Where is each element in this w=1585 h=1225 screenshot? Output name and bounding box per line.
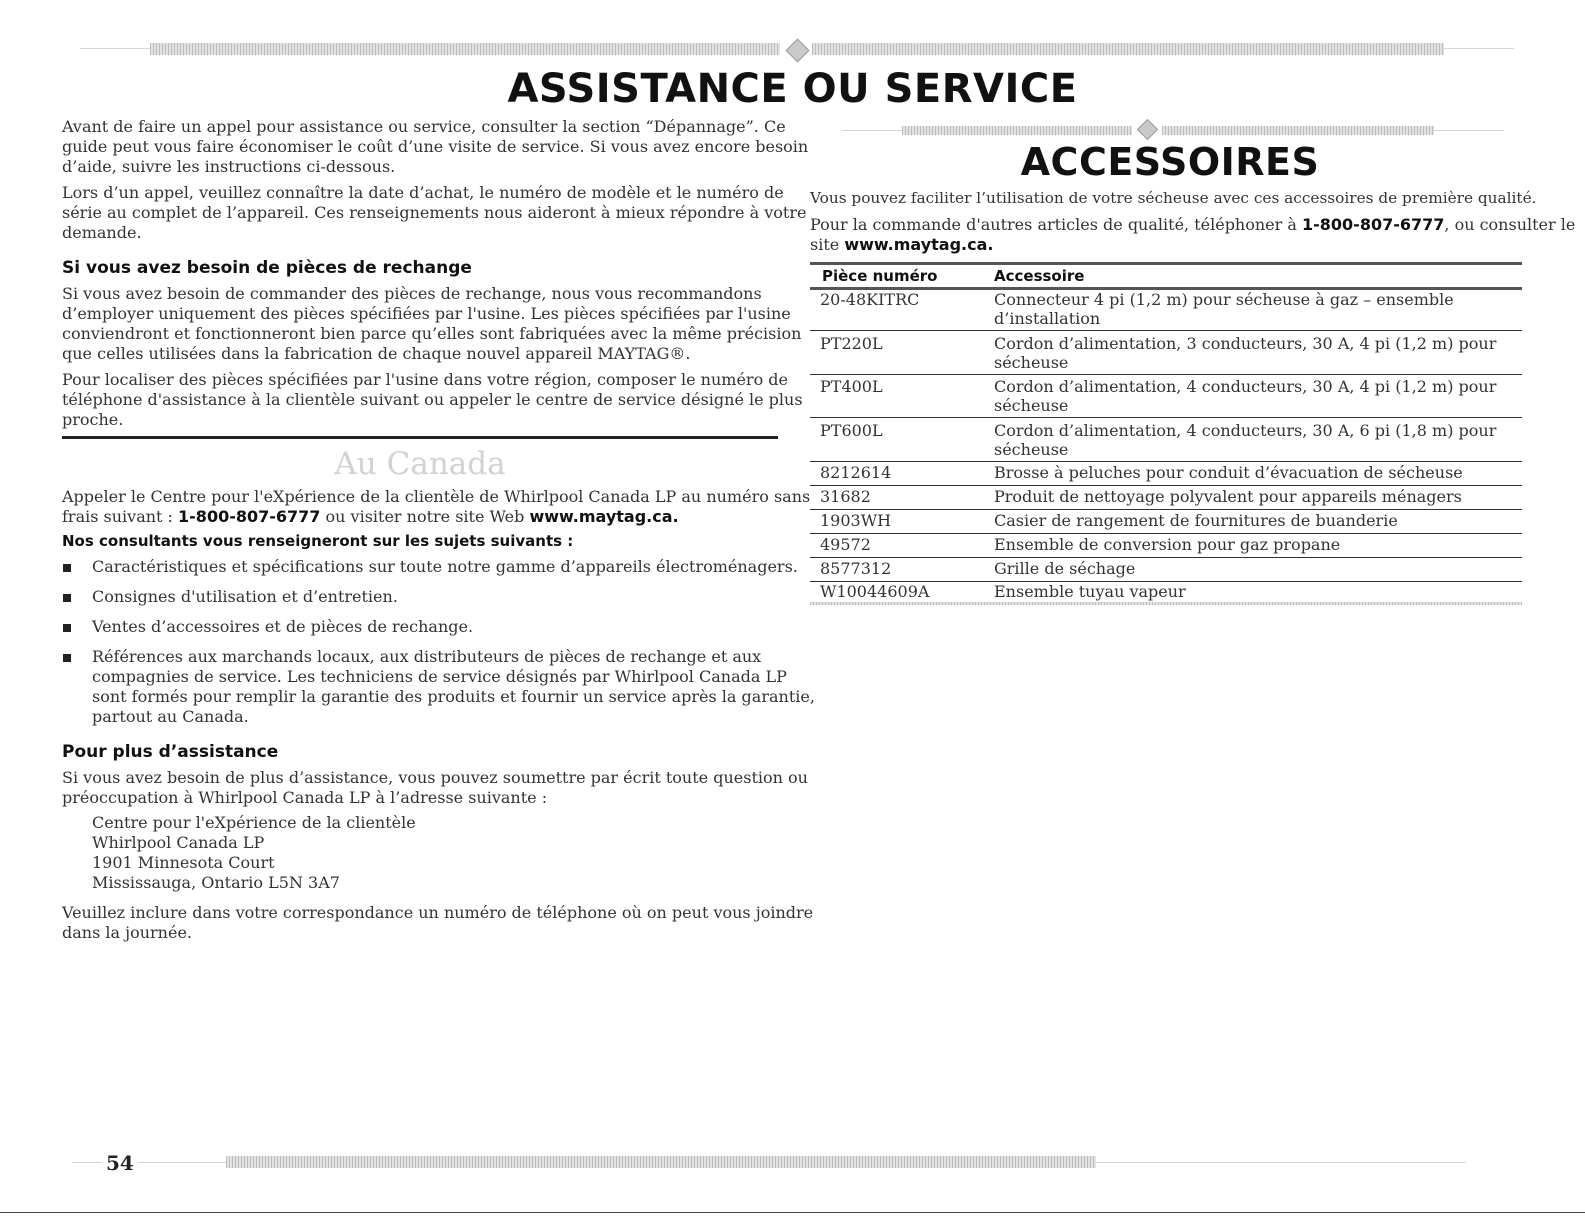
- page-bottom-rule: [0, 1212, 1585, 1213]
- footer-rule-left-thin: [72, 1162, 102, 1163]
- table-row-part: PT400L: [820, 377, 883, 396]
- canada-web-link[interactable]: www.maytag.ca.: [529, 507, 679, 526]
- acc-rule-right: [1162, 126, 1434, 135]
- order-web-link[interactable]: www.maytag.ca.: [844, 235, 994, 254]
- parts-p2-line-3: proche.: [62, 410, 124, 429]
- parts-p1-line-3: conviendront et fonctionneront bien parce qu’elles sont fabriquées avec la même précision: [62, 324, 802, 343]
- address-line-2: Whirlpool Canada LP: [92, 833, 265, 852]
- bullet-1-text: Caractéristiques et spécifications sur toute notre gamme d’appareils électroménagers.: [92, 557, 798, 576]
- bullet-3-text: Ventes d’accessoires et de pièces de rechange.: [92, 617, 474, 636]
- table-row-part: PT220L: [820, 334, 883, 353]
- bullet-2-text: Consignes d'utilisation et d’entretien.: [92, 587, 398, 606]
- more-line-2: préoccupation à Whirlpool Canada LP à l’adresse suivante :: [62, 788, 548, 807]
- header-diamond-icon: [785, 38, 809, 62]
- table-row-part: 31682: [820, 487, 871, 506]
- more-assistance-heading: Pour plus d’assistance: [62, 742, 279, 762]
- bullet-icon: [63, 654, 71, 662]
- table-row-desc: Brosse à peluches pour conduit d’évacuation de sécheuse: [994, 463, 1463, 482]
- intro2-line-3: demande.: [62, 223, 142, 242]
- region-title: Au Canada: [334, 446, 506, 482]
- parts-p1-line-4: que celles utilisées dans la fabrication de chaque nouvel appareil MAYTAG®.: [62, 344, 691, 363]
- acc-diamond-icon: [1137, 119, 1158, 140]
- canada-line-2-prefix: frais suivant :: [62, 507, 179, 526]
- accessories-intro: Vous pouvez faciliter l’utilisation de votre sécheuse avec ces accessoires de première qualité.: [810, 189, 1537, 207]
- table-row-desc: sécheuse: [994, 440, 1069, 459]
- order-line-2-prefix: site: [810, 235, 845, 254]
- more-line-1: Si vous avez besoin de plus d’assistance, vous pouvez soumettre par écrit toute question ou: [62, 768, 808, 787]
- accessories-order-line-2: [810, 235, 993, 255]
- canada-line-1: Appeler le Centre pour l'eXpérience de la clientèle de Whirlpool Canada LP au numéro sans: [62, 487, 811, 506]
- table-row-divider: [810, 417, 1522, 418]
- bullet-4-line-2: compagnies de service. Les techniciens de service désignés par Whirlpool Canada LP: [92, 667, 787, 686]
- table-row-part: 20-48KITRC: [820, 290, 920, 309]
- table-row-desc: Cordon d’alimentation, 4 conducteurs, 30 A, 4 pi (1,2 m) pour: [994, 377, 1497, 396]
- section-divider: [62, 436, 778, 439]
- table-row-desc: sécheuse: [994, 396, 1069, 415]
- table-row-divider: [810, 461, 1522, 462]
- table-row-divider: [810, 533, 1522, 534]
- table-row-desc: Cordon d’alimentation, 4 conducteurs, 30 A, 6 pi (1,8 m) pour: [994, 421, 1497, 440]
- parts-heading: Si vous avez besoin de pièces de rechange: [62, 258, 472, 278]
- bullet-4-line-4: partout au Canada.: [92, 707, 249, 726]
- order-phone: 1-800-807-6777: [1302, 215, 1445, 234]
- table-row-desc: sécheuse: [994, 353, 1069, 372]
- table-row-desc: Casier de rangement de fournitures de buanderie: [994, 511, 1398, 530]
- acc-rule-right-thin: [1434, 130, 1504, 131]
- acc-rule-left: [902, 126, 1132, 135]
- parts-p2-line-1: Pour localiser des pièces spécifiées par l'usine dans votre région, composer le numéro de: [62, 370, 789, 389]
- closing-line-2: dans la journée.: [62, 923, 192, 942]
- table-row-part: W10044609A: [820, 582, 930, 601]
- header-rule-right: [812, 43, 1444, 55]
- order-suffix: , ou consulter le: [1444, 215, 1576, 234]
- table-row-desc: Ensemble tuyau vapeur: [994, 582, 1186, 601]
- parts-p2-line-2: téléphone d'assistance à la clientèle suivant ou appeler le centre de service désigné le plus: [62, 390, 803, 409]
- canada-line-2-mid: ou visiter notre site Web: [320, 507, 530, 526]
- canada-phone: 1-800-807-6777: [178, 507, 321, 526]
- page-number: 54: [106, 1151, 134, 1175]
- table-row-part: 8577312: [820, 559, 892, 578]
- table-row-divider: [810, 374, 1522, 375]
- table-row-desc: Produit de nettoyage polyvalent pour appareils ménagers: [994, 487, 1462, 506]
- parts-p1-line-1: Si vous avez besoin de commander des pièces de rechange, nous vous recommandons: [62, 284, 762, 303]
- header-rule-right-thin: [1444, 48, 1514, 49]
- address-line-1: Centre pour l'eXpérience de la clientèle: [92, 813, 416, 832]
- bullet-icon: [63, 564, 71, 572]
- table-row-desc: d’installation: [994, 309, 1101, 328]
- table-header-accessory: Accessoire: [994, 267, 1085, 285]
- intro2-line-2: série au complet de l’appareil. Ces renseignements nous aideront à mieux répondre à votre: [62, 203, 807, 222]
- table-row-divider: [810, 485, 1522, 486]
- address-line-3: 1901 Minnesota Court: [92, 853, 275, 872]
- accessories-title: ACCESSOIRES: [1020, 140, 1320, 184]
- intro-line-1: Avant de faire un appel pour assistance ou service, consulter la section “Dépannage”. Ce: [62, 117, 786, 136]
- order-prefix: Pour la commande d'autres articles de qualité, téléphoner à: [810, 215, 1302, 234]
- address-line-4: Mississauga, Ontario L5N 3A7: [92, 873, 340, 892]
- table-header: [810, 262, 1522, 290]
- canada-line-2: [62, 507, 679, 527]
- intro-line-3: d’aide, suivre les instructions ci-dessous.: [62, 157, 396, 176]
- table-row-divider: [810, 557, 1522, 558]
- parts-p1-line-2: d’employer uniquement des pièces spécifiées par l'usine. Les pièces spécifiées par l'usine: [62, 304, 791, 323]
- closing-line-1: Veuillez inclure dans votre correspondance un numéro de téléphone où on peut vous joindre: [62, 903, 814, 922]
- table-row-divider: [810, 509, 1522, 510]
- footer-rule: [226, 1156, 1096, 1168]
- footer-rule-right-thin: [1096, 1162, 1466, 1163]
- header-rule-left-thin: [80, 48, 150, 49]
- acc-rule-left-thin: [842, 130, 902, 131]
- table-row-part: 1903WH: [820, 511, 892, 530]
- table-row-divider: [810, 330, 1522, 331]
- intro-line-2: guide peut vous faire économiser le coût d’une visite de service. Si vous avez encore besoin: [62, 137, 809, 156]
- bullet-icon: [63, 594, 71, 602]
- bullet-icon: [63, 624, 71, 632]
- intro2-line-1: Lors d’un appel, veuillez connaître la date d’achat, le numéro de modèle et le numéro de: [62, 183, 784, 202]
- footer-rule-mid-thin: [138, 1162, 226, 1163]
- page-title: ASSISTANCE OU SERVICE: [507, 66, 1078, 112]
- bullet-4-line-1: Références aux marchands locaux, aux distributeurs de pièces de rechange et aux: [92, 647, 762, 666]
- header-rule-left: [150, 43, 780, 55]
- consultants-heading: Nos consultants vous renseigneront sur les sujets suivants :: [62, 532, 574, 550]
- table-row-part: PT600L: [820, 421, 883, 440]
- accessories-order-line-1: [810, 215, 1575, 235]
- table-row-part: 49572: [820, 535, 871, 554]
- table-row-desc: Grille de séchage: [994, 559, 1136, 578]
- table-row-desc: Ensemble de conversion pour gaz propane: [994, 535, 1341, 554]
- table-row-desc: Cordon d’alimentation, 3 conducteurs, 30 A, 4 pi (1,2 m) pour: [994, 334, 1497, 353]
- table-row-part: 8212614: [820, 463, 892, 482]
- table-bottom-rule: [810, 602, 1522, 605]
- bullet-4-line-3: sont formés pour remplir la garantie des produits et fournir un service après la garantie,: [92, 687, 815, 706]
- table-header-part: Pièce numéro: [822, 267, 938, 285]
- table-row-desc: Connecteur 4 pi (1,2 m) pour sécheuse à gaz – ensemble: [994, 290, 1454, 309]
